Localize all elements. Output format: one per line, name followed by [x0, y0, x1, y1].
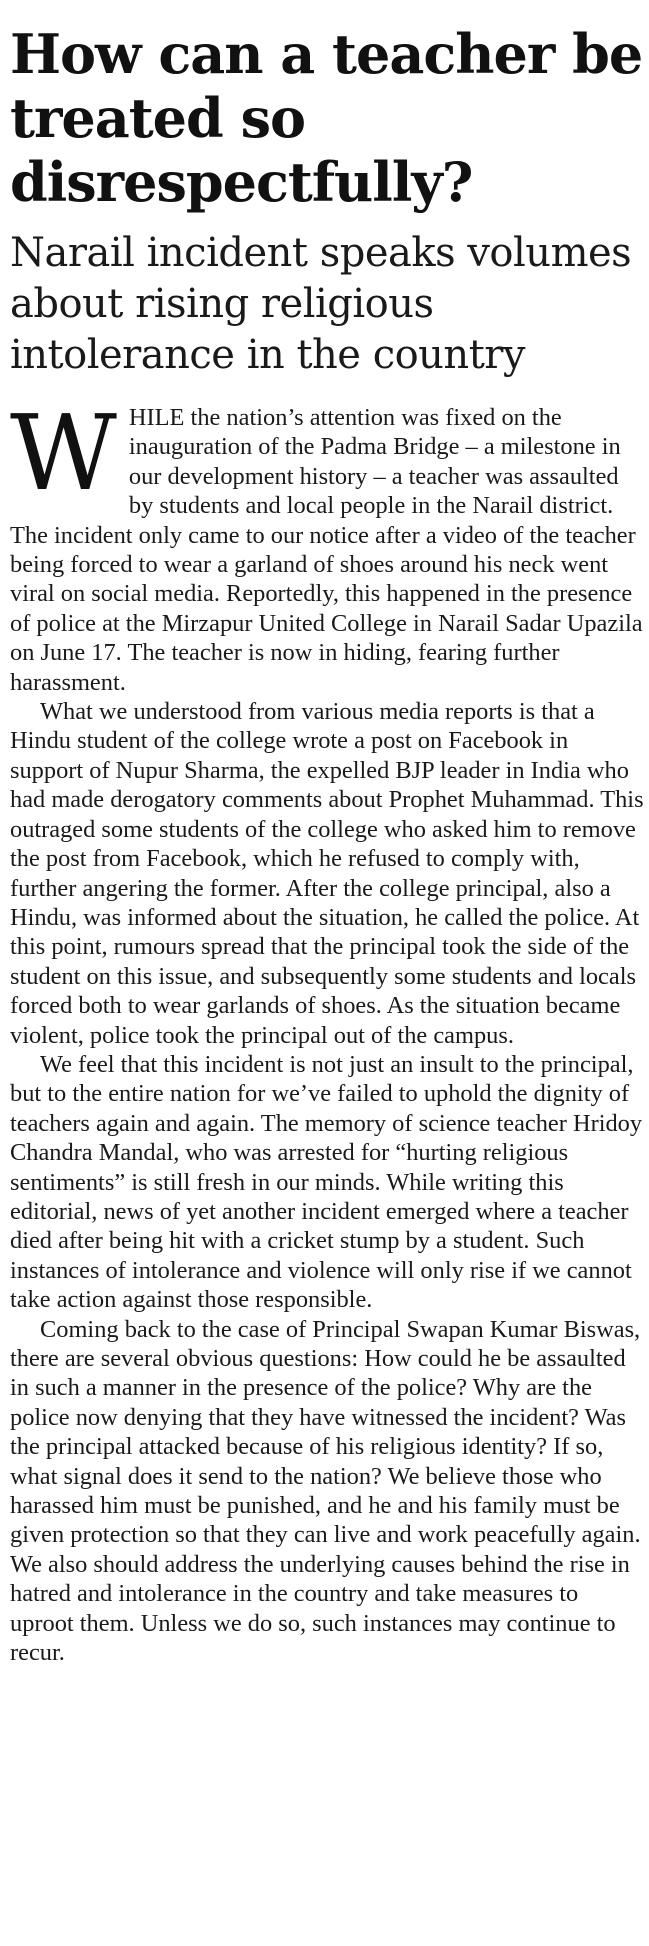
headline: How can a teacher be treated so disrespectfully?	[10, 22, 643, 214]
paragraph-1-text: HILE the nation’s attention was fixed on the inauguration of the Padma Bridge – a milestone in our development history – a teacher was assaulted by students and local people in the Narail district. The incident only came to our notice after a video of the teacher being forced to wear a garland of shoes around his neck went viral on social media. Reportedly, this happened in the presence of police at the Mirzapur United College in Narail Sadar Upazila on June 17. The teacher is now in hiding, fearing further harassment.	[10, 404, 643, 696]
drop-cap: W	[10, 392, 117, 514]
paragraph-4: Coming back to the case of Principal Swapan Kumar Biswas, there are several obvious questions: How could he be assaulted in such a manner in the presence of the police? Why are the police now denying that they have witnessed the incident? Was the principal attacked because of his religious identity? If so, what signal does it send to the nation? We believe those who harassed him must be punished, and he and his family must be given protection so that they can live and work peacefully again. We also should address the underlying causes behind the rise in hatred and intolerance in the country and take measures to uproot them. Unless we do so, such instances may continue to recur.	[10, 1315, 641, 1667]
article-body	[10, 392, 645, 1667]
paragraph-1	[10, 392, 645, 697]
paragraph-2: What we understood from various media reports is that a Hindu student of the college wrote a post on Facebook in support of Nupur Sharma, the expelled BJP leader in India who had made derogatory comments about Prophet Muhammad. This outraged some students of the college who asked him to remove the post from Facebook, which he refused to comply with, further angering the former. After the college principal, also a Hindu, was informed about the situation, he called the police. At this point, rumours spread that the principal took the side of the student on this issue, and subsequently some students and locals forced both to wear garlands of shoes. As the situation became violent, police took the principal out of the campus.	[10, 698, 644, 1049]
paragraph-3: We feel that this incident is not just an insult to the principal, but to the entire nation for we’ve failed to uphold the dignity of teachers again and again. The memory of science teacher Hridoy Chandra Mandal, who was arrested for “hurting religious sentiments” is still fresh in our minds. While writing this editorial, news of yet another incident emerged where a teacher died after being hit with a cricket stump by a student. Such instances of intolerance and violence will only rise if we cannot take action against those responsible.	[10, 1050, 643, 1314]
subheadline: Narail incident speaks volumes about rising religious intolerance in the country	[10, 230, 632, 378]
